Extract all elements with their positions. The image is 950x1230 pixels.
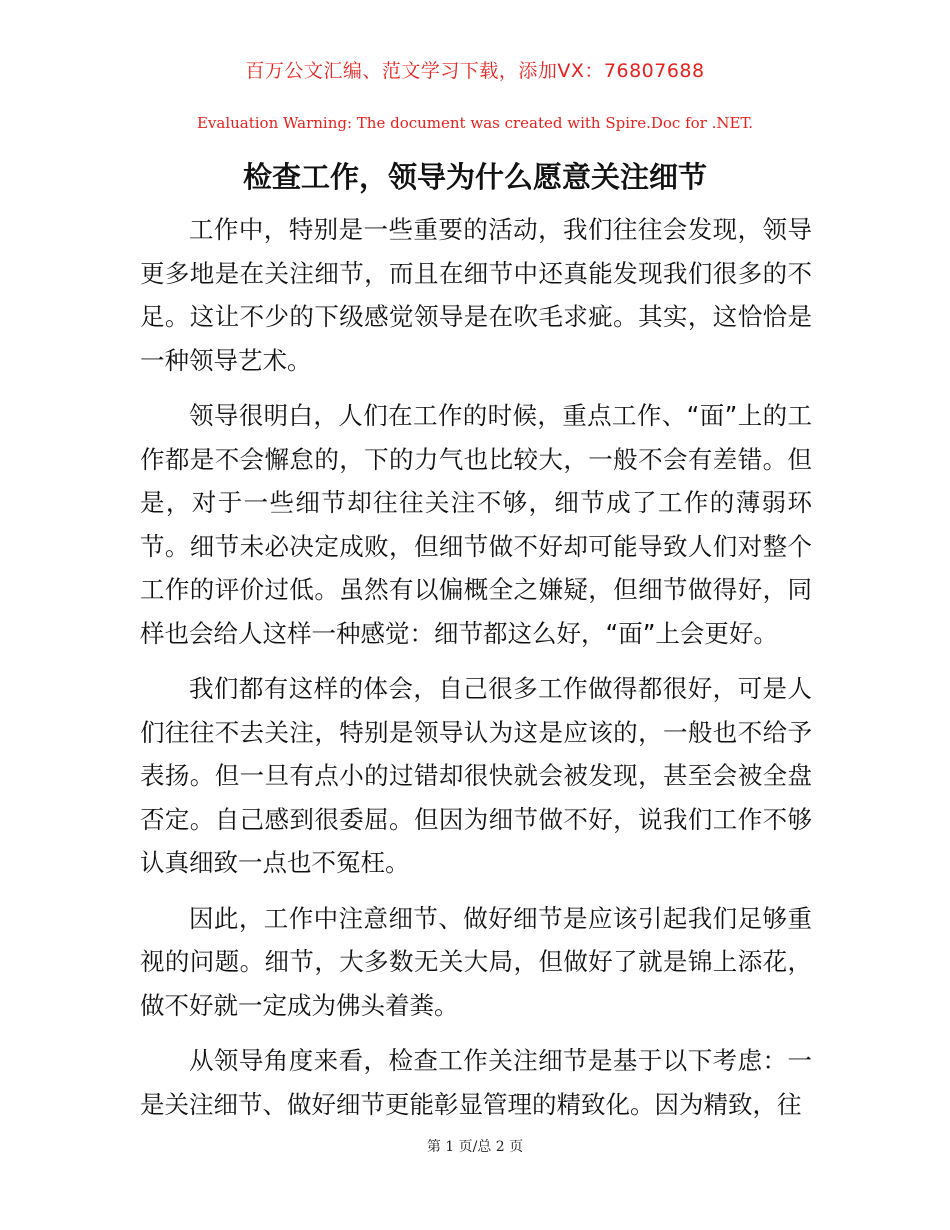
evaluation-warning: Evaluation Warning: The document was created with Spire.Doc for .NET. [196,114,754,132]
body-paragraph-1: 工作中，特别是一些重要的活动，我们往往会发现，领导更多地是在关注细节，而且在细节中还真能发现我们很多的不足。这让不少的下级感觉领导是在吹毛求疵。其实，这恰恰是一种领导艺术。 [140,215,812,375]
body-paragraph-2: 领导很明白，人们在工作的时候，重点工作、“面”上的工作都是不会懈怠的，下的力气也比较大，一般不会有差错。但是，对于一些细节却往往关注不够，细节成了工作的薄弱环节。细节未必决定成败，但细节做不好却可能导致人们对整个工作的评价过低。虽然有以偏概全之嫌疑，但细节做得好，同样也会给人这样一种感觉：细节都这么好，“面”上会更好。 [140,401,812,648]
document-title: 检查工作，领导为什么愿意关注细节 [242,160,707,194]
promo-banner: 百万公文汇编、范文学习下载，添加VX：76807688 [245,60,705,82]
body-paragraph-4: 因此，工作中注意细节、做好细节是应该引起我们足够重视的问题。细节，大多数无关大局，但做好了就是锦上添花，做不好就一定成为佛头着粪。 [140,903,812,1020]
page-indicator: 第 1 页/总 2 页 [426,1139,524,1155]
body-paragraph-5: 从领导角度来看，检查工作关注细节是基于以下考虑：一是关注细节、做好细节更能彰显管理的精致化。因为精致，往 [140,1046,812,1119]
document-body [140,208,812,1138]
body-paragraph-3: 我们都有这样的体会，自己很多工作做得都很好，可是人们往往不去关注，特别是领导认为这是应该的，一般也不给予表扬。但一旦有点小的过错却很快就会被发现，甚至会被全盘否定。自己感到很委屈。但因为细节做不好，说我们工作不够认真细致一点也不冤枉。 [140,674,812,877]
